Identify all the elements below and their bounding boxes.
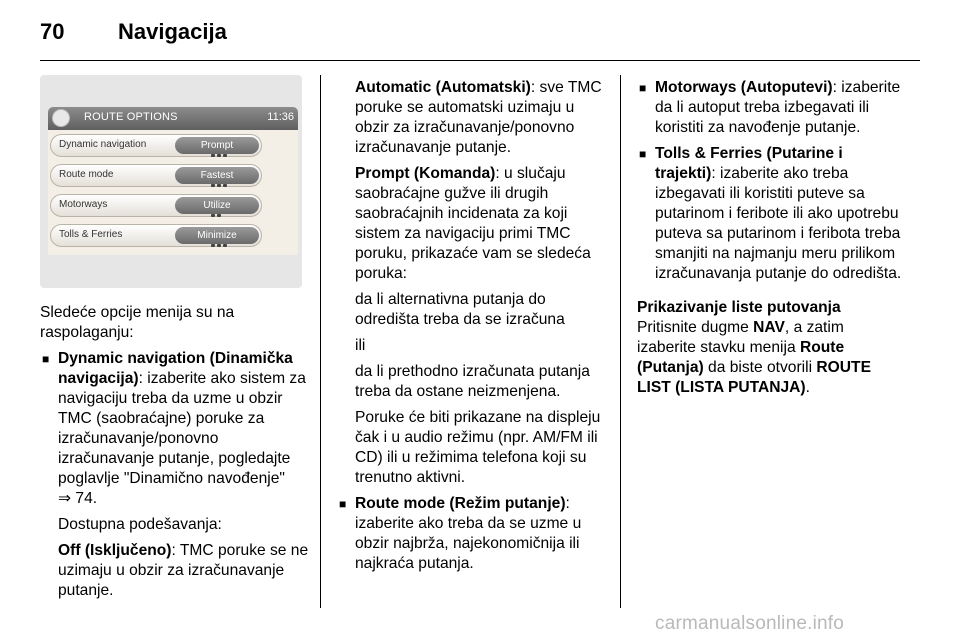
message-or: ili xyxy=(355,337,366,354)
bullet-square-icon: ■ xyxy=(639,81,647,95)
option-label: Dynamic navigation xyxy=(59,139,147,150)
option-value: Minimize xyxy=(175,227,259,244)
description: : izaberite ako treba da se uzme u obzir najbrža, najekonomičnija ili najkraća putanja. xyxy=(355,495,582,572)
footer-watermark: carmanualsonline.info xyxy=(655,613,845,634)
bullet-square-icon: ■ xyxy=(639,147,647,161)
option-label: Tolls & Ferries xyxy=(59,229,123,240)
term: Tolls & Ferries (Putarine i trajekti) xyxy=(655,145,843,182)
description: : izaberite ako sistem za navigaciju treba da uzme u obzir TMC (saobraćajne) poruke za izračunavanje/ponovno izračunavanje putanje, pogledajte poglavlje "Dinamično navođenje" xyxy=(58,370,306,487)
description: : izaberite ako treba izbegavati ili koristiti puteve sa putarinom i feribote ili ako upotrebu puteva sa putarinom i feribota treba smanjiti na najmanju meru prilikom izračunavanja putanje do odredišta. xyxy=(655,165,902,282)
section-text: Pritisnite dugme NAV, a zatim izaberite stavku menija Route (Putanja) da biste otvorili ROUTE LIST (LISTA PUTANJA). xyxy=(637,319,871,396)
term: Motorways (Autoputevi) xyxy=(655,79,833,96)
bullet-motorways xyxy=(637,78,907,138)
term: Dynamic navigation (Dinamička navigacija) xyxy=(58,350,293,387)
term: Automatic (Automatski) xyxy=(355,79,531,96)
option-dots-icon xyxy=(211,244,227,247)
term: Off (Isključeno) xyxy=(58,542,172,559)
brand-logo-icon xyxy=(52,109,70,127)
option-dots-icon xyxy=(211,154,227,157)
column-1 xyxy=(40,303,310,607)
route-options-screen xyxy=(40,75,302,288)
term: Route mode (Režim putanje) xyxy=(355,495,566,512)
description: : izaberite da li autoput treba izbegavati ili koristiti za navođenje putanje. xyxy=(655,79,901,136)
option-row xyxy=(50,194,262,217)
bullet-route-mode xyxy=(337,494,607,574)
setting-automatic xyxy=(337,78,607,158)
option-dots-icon xyxy=(211,184,227,187)
description: : sve TMC poruke se automatski uzimaju u obzir za izračunavanje/ponovno izračunavanje putanje. xyxy=(355,79,602,156)
setting-off xyxy=(40,541,310,601)
page-ref: 74. xyxy=(75,490,98,507)
settings-label: Dostupna podešavanja: xyxy=(58,516,222,533)
option-label: Motorways xyxy=(59,199,108,210)
screen-title-bar xyxy=(48,107,298,130)
option-value: Prompt xyxy=(175,137,259,154)
message-option-1: da li alternativna putanja do odredišta treba da se izračuna xyxy=(355,291,565,328)
column-3 xyxy=(637,78,907,404)
section-heading: Prikazivanje liste putovanja xyxy=(637,299,841,316)
option-row xyxy=(50,134,262,157)
bullet-square-icon: ■ xyxy=(339,497,347,511)
screen-time: 11:36 xyxy=(267,111,294,123)
term: Prompt (Komanda) xyxy=(355,165,496,182)
page-ref-arrow-icon: ⇒ xyxy=(58,490,72,507)
bullet-dynamic-navigation xyxy=(40,349,310,509)
bullet-tolls-ferries xyxy=(637,144,907,284)
message-note: Poruke će biti prikazane na displeju čak i u audio režimu (npr. AM/FM ili CD) ili u režimima telefona koji su trenutno aktivni. xyxy=(355,409,601,486)
option-label: Route mode xyxy=(59,169,114,180)
option-value: Fastest xyxy=(175,167,259,184)
header-rule xyxy=(40,60,920,61)
page-number: 70 xyxy=(40,19,65,44)
option-value: Utilize xyxy=(175,197,259,214)
column-2 xyxy=(337,78,607,580)
column-rule xyxy=(320,75,321,608)
message-option-2: da li prethodno izračunata putanja treba da ostane neizmenjena. xyxy=(355,363,590,400)
description: : TMC poruke se ne uzimaju u obzir za izračunavanje putanje. xyxy=(58,542,309,599)
option-row xyxy=(50,224,262,247)
setting-prompt xyxy=(337,164,607,284)
intro-text: Sledeće opcije menija su na raspolaganju: xyxy=(40,304,235,341)
page-title: Navigacija xyxy=(118,19,227,44)
option-dots-icon xyxy=(211,214,227,217)
description: : u slučaju saobraćajne gužve ili drugih saobraćajnih incidenata za koji sistem za navigaciju primi TMC poruku, prikazaće vam se sledeća poruka: xyxy=(355,165,591,282)
column-rule xyxy=(620,75,621,608)
screen-body xyxy=(48,130,298,255)
screen-title: ROUTE OPTIONS xyxy=(84,111,178,123)
bullet-square-icon: ■ xyxy=(42,352,50,366)
option-row xyxy=(50,164,262,187)
